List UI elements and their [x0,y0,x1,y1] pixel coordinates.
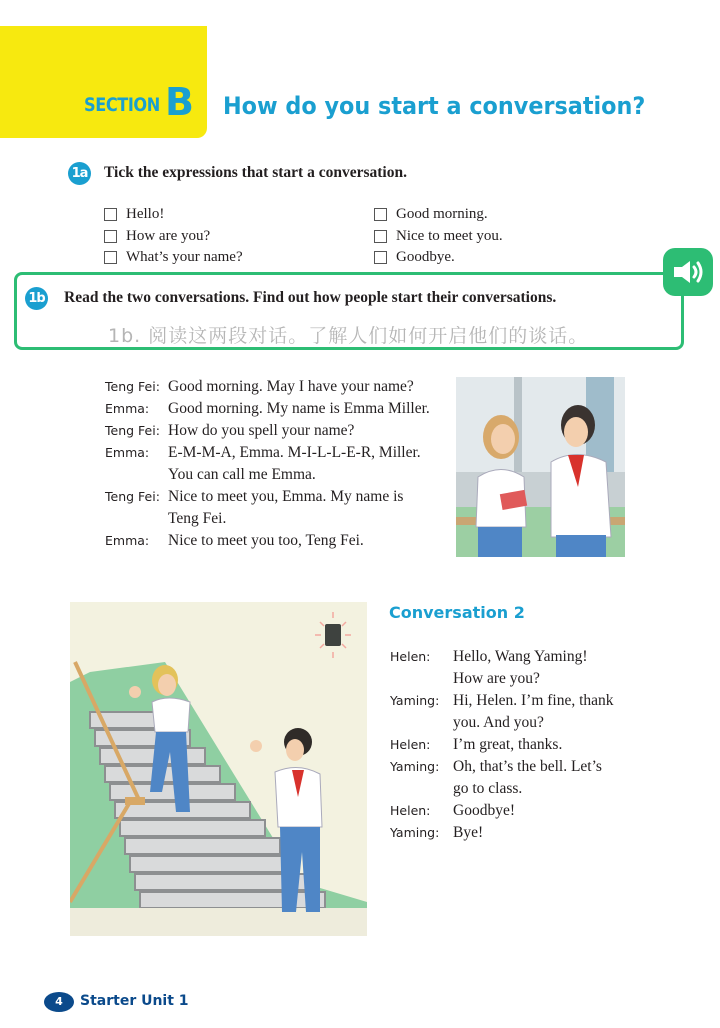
checkbox-option[interactable]: Hello! [104,206,164,223]
dialog-line: Emma: Good morning. My name is Emma Miller. [105,400,430,417]
section-label: SECTION [84,94,160,116]
speaker-icon [671,259,705,285]
exercise-1b-instruction: Read the two conversations. Find out how people start their conversations. [64,289,557,306]
dialog-line: Emma: Nice to meet you too, Teng Fei. [105,532,364,549]
exercise-1a-badge: 1a [68,162,91,185]
exercise-1b-badge: 1b [25,287,48,310]
dialog-line: Helen: Hello, Wang Yaming! How are you? [390,648,588,687]
dialog-line: Yaming: Hi, Helen. I’m fine, thank you. And you? [390,692,614,731]
checkbox[interactable] [104,230,117,243]
checkbox[interactable] [104,208,117,221]
dialog-line: Helen: I’m great, thanks. [390,736,563,753]
exercise-1b-translation: 1b. 阅读这两段对话。了解人们如何开启他们的谈话。 [108,325,589,347]
checkbox-option[interactable]: How are you? [104,228,210,245]
dialog-line: Teng Fei: Good morning. May I have your name? [105,378,414,395]
dialog-line: Yaming: Oh, that’s the bell. Let’s go to class. [390,758,602,797]
dialog-line: Yaming: Bye! [390,824,484,841]
exercise-1a-instruction: Tick the expressions that start a conversation. [104,164,407,181]
section-letter: B [165,80,194,124]
checkbox-option[interactable]: Goodbye. [374,249,455,266]
checkbox[interactable] [374,230,387,243]
dialog-line: Teng Fei: How do you spell your name? [105,422,355,439]
dialog-line: Helen: Goodbye! [390,802,515,819]
dialog-line: Teng Fei: Nice to meet you, Emma. My name is Teng Fei. [105,488,404,527]
checkbox-option[interactable]: Nice to meet you. [374,228,503,245]
checkbox-option[interactable]: What’s your name? [104,249,243,266]
checkbox-option[interactable]: Good morning. [374,206,488,223]
page-title: How do you start a conversation? [223,92,646,120]
checkbox[interactable] [374,251,387,264]
staircase-illustration [70,602,367,936]
page-number: 4 [44,992,74,1012]
dialog-line: Emma: E-M-M-A, Emma. M-I-L-L-E-R, Miller. You can call me Emma. [105,444,421,483]
conversation-2-title: Conversation 2 [389,603,525,622]
checkbox[interactable] [104,251,117,264]
checkbox[interactable] [374,208,387,221]
audio-button[interactable] [663,248,713,296]
unit-label: Starter Unit 1 [80,993,189,1009]
classroom-illustration [456,377,625,557]
